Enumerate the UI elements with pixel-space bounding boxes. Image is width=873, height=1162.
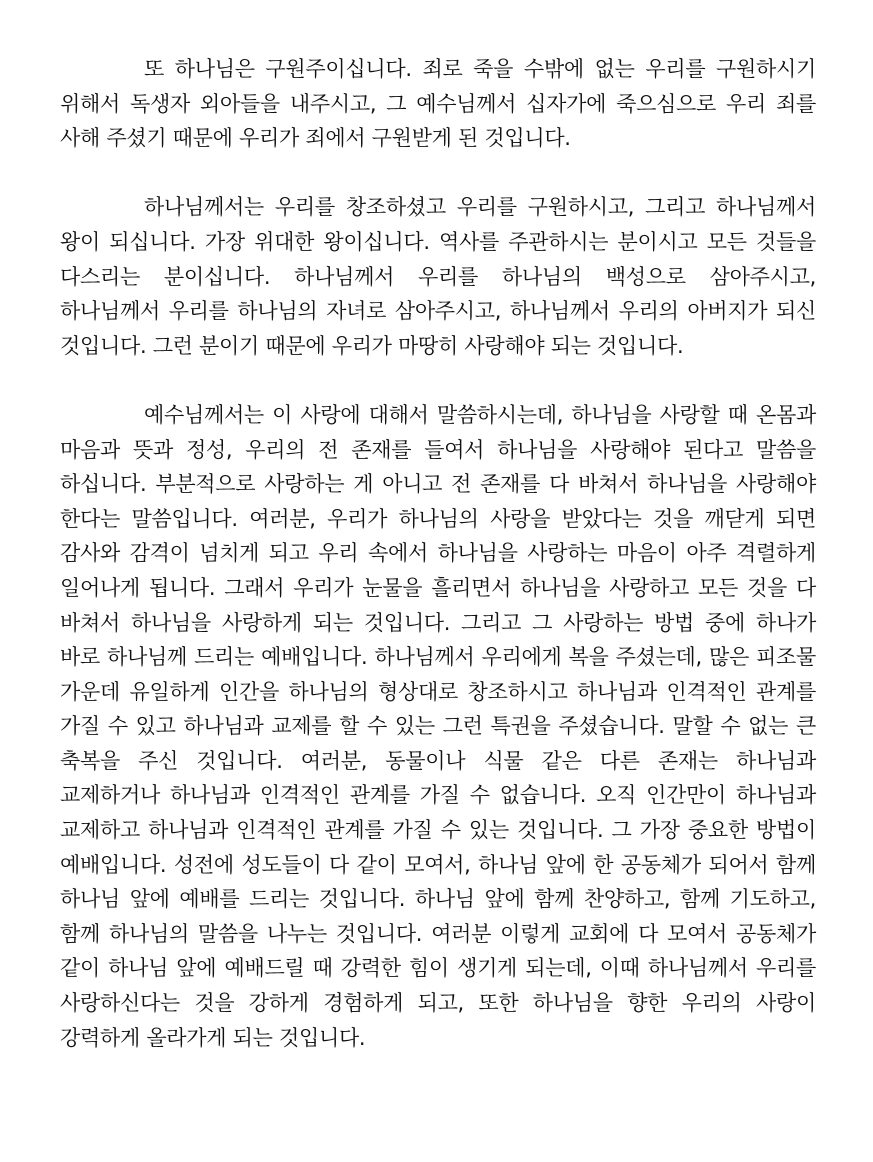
paragraph-love-worship: 예수님께서는 이 사랑에 대해서 말씀하시는데, 하나님을 사랑할 때 온몸과 마음과 뜻과 정성, 우리의 전 존재를 들여서 하나님을 사랑해야 된다고 말씀을 하십니다. 부분적으로 사랑하는 게 아니고 전 존재를 다 바쳐서 하나님을 사랑해야 한다는 말씀입니다. 여러분, 우리가 하나님의 사랑을 받았다는 것을 깨닫게 되면 감사와 감격이 넘치게 되고 우리 속에서 하나님을 사랑하는 마음이 아주 격렬하게 일어나게 됩니다. 그래서 우리가 눈물을 흘리면서 하나님을 사랑하고 모든 것을 다 바쳐서 하나님을 사랑하게 되는 것입니다. 그리고 그 사랑하는 방법 중에 하나가 바로 하나님께 드리는 예배입니다. 하나님께서 우리에게 복을 주셨는데, 많은 피조물 가운데 유일하게 인간을 하나님의 형상대로 창조하시고 하나님과 인격적인 관계를 가질 수 있고 하나님과 교제를 할 수 있는 그런 특권을 주셨습니다. 말할 수 없는 큰 축복을 주신 것입니다. 여러분, 동물이나 식물 같은 다른 존재는 하나님과 교제하거나 하나님과 인격적인 관계를 가질 수 없습니다. 오직 인간만이 하나님과 교제하고 하나님과 인격적인 관계를 가질 수 있는 것입니다. 그 가장 중요한 방법이 예배입니다. 성전에 성도들이 다 같이 모여서, 하나님 앞에 한 공동체가 되어서 함께 하나님 앞에 예배를 드리는 것입니다. 하나님 앞에 함께 찬양하고, 함께 기도하고, 함께 하나님의 말씀을 나누는 것입니다. 여러분 이렇게 교회에 다 모여서 공동체가 같이 하나님 앞에 예배드릴 때 강력한 힘이 생기게 되는데, 이때 하나님께서 우리를 사랑하신다는 것을 강하게 경험하게 되고, 또한 하나님을 향한 우리의 사랑이 강력하게 올라가게 되는 것입니다. — [60, 402, 816, 1050]
paragraph-savior: 또 하나님은 구원주이십니다. 죄로 죽을 수밖에 없는 우리를 구원하시기 위해서 독생자 외아들을 내주시고, 그 예수님께서 십자가에 죽으심으로 우리 죄를 사해 주셨기 때문에 우리가 죄에서 구원받게 된 것입니다. — [60, 57, 816, 151]
document-body — [60, 52, 816, 1055]
paragraph-king: 하나님께서는 우리를 창조하셨고 우리를 구원하시고, 그리고 하나님께서 왕이 되십니다. 가장 위대한 왕이십니다. 역사를 주관하시는 분이시고 모든 것들을 다스리는 분이십니다. 하나님께서 우리를 하나님의 백성으로 삼아주시고, 하나님께서 우리를 하나님의 자녀로 삼아주시고, 하나님께서 우리의 아버지가 되신 것입니다. 그런 분이기 때문에 우리가 마땅히 사랑해야 되는 것입니다. — [60, 195, 816, 358]
